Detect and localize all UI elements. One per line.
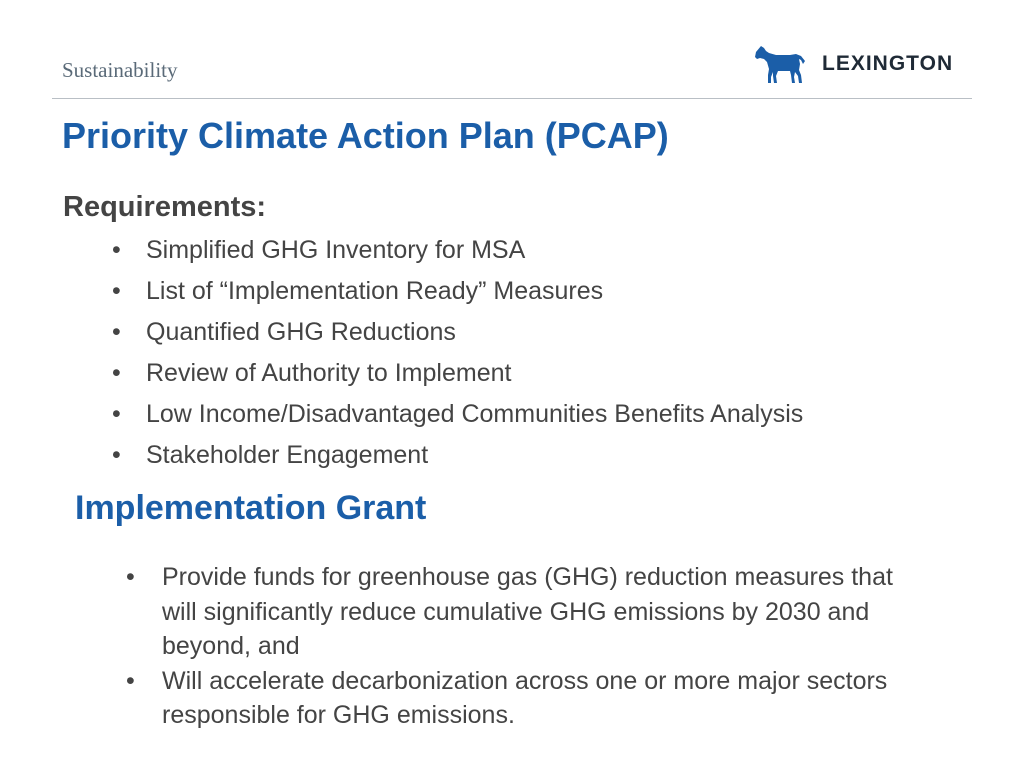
- logo-text: LEXINGTON: [822, 52, 954, 75]
- requirement-item: • Quantified GHG Reductions: [110, 312, 803, 353]
- header-divider: [52, 98, 972, 99]
- section-label: Sustainability: [62, 58, 178, 82]
- requirements-heading: Requirements:: [63, 191, 267, 223]
- requirement-item: • Review of Authority to Implement: [110, 353, 803, 394]
- grant-item: • Will accelerate decarbonization across one or more major sectors responsible for GHG emissions.: [126, 664, 926, 733]
- implementation-grant-heading: Implementation Grant: [75, 489, 427, 527]
- requirement-item: • Low Income/Disadvantaged Communities Benefits Analysis: [110, 394, 803, 435]
- requirements-list: [110, 230, 803, 476]
- requirement-item: • List of “Implementation Ready” Measures: [110, 271, 803, 312]
- page-title: Priority Climate Action Plan (PCAP): [62, 115, 669, 156]
- requirement-item: • Simplified GHG Inventory for MSA: [110, 230, 803, 271]
- grant-item: • Provide funds for greenhouse gas (GHG) reduction measures that will significantly reduce cumulative GHG emissions by 2030 and beyond, and: [126, 560, 926, 664]
- grant-list: [126, 560, 926, 733]
- requirement-item: • Stakeholder Engagement: [110, 435, 803, 476]
- lexington-logo: [752, 42, 953, 86]
- horse-icon: [752, 42, 808, 86]
